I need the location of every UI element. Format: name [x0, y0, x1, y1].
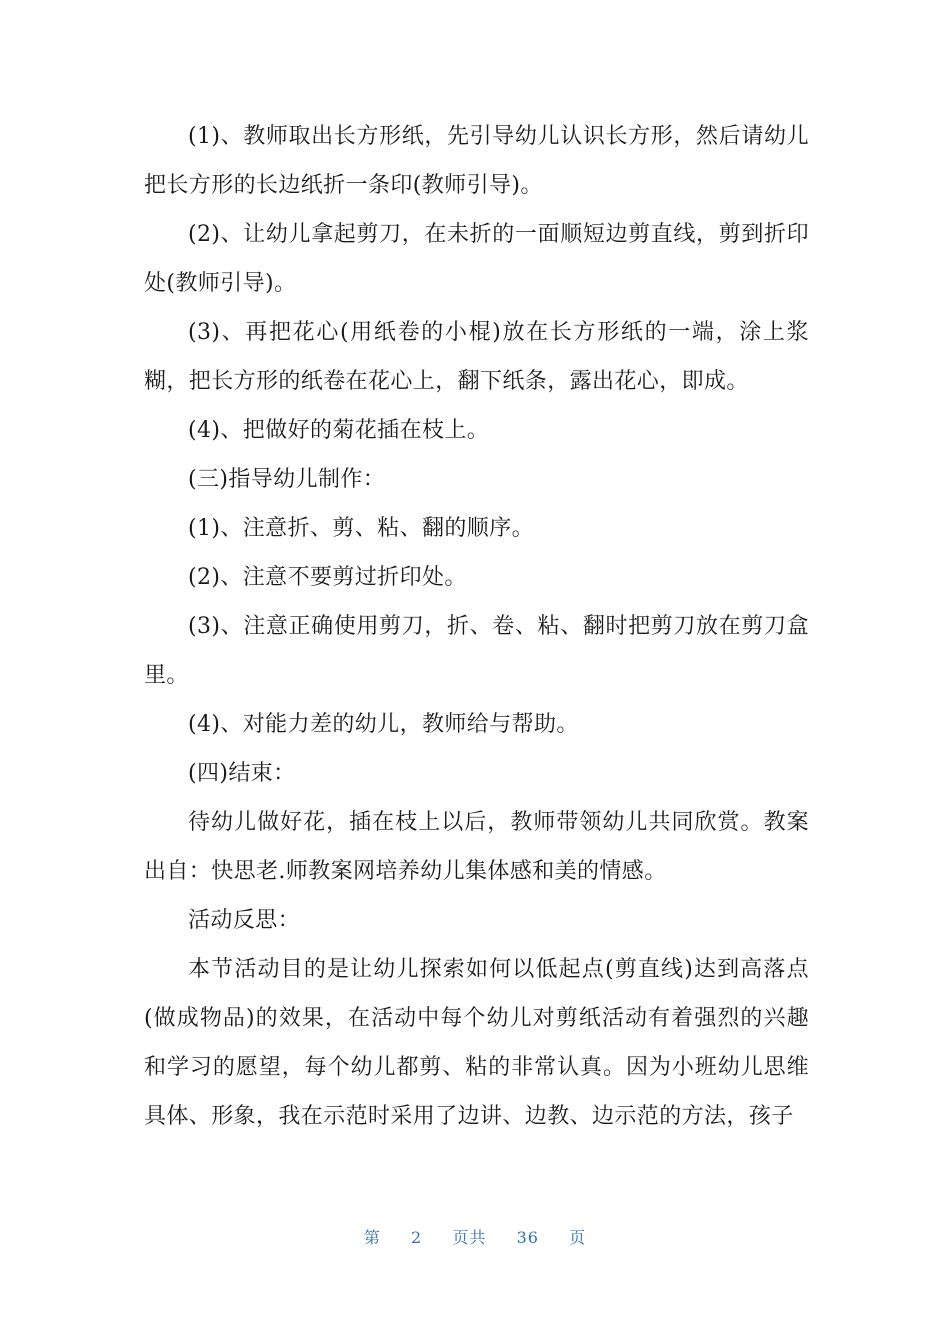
paragraph: 待幼儿做好花，插在枝上以后，教师带领幼儿共同欣赏。教案出自：快思老.师教案网培养幼儿集体感和美的情感。 — [144, 810, 809, 884]
page-number: 2 — [411, 1228, 423, 1247]
paragraph: (2)、让幼儿拿起剪刀，在未折的一面顺短边剪直线，剪到折印处(教师引导)。 — [144, 222, 809, 296]
paragraph: (4)、把做好的菊花插在枝上。 — [188, 418, 490, 443]
paragraph: (1)、教师取出长方形纸，先引导幼儿认识长方形，然后请幼儿把长方形的长边纸折一条印(教师引导)。 — [144, 124, 809, 198]
page-total: 36 — [516, 1228, 539, 1247]
paragraph: (2)、注意不要剪过折印处。 — [188, 565, 467, 590]
footer-middle: 页共 — [452, 1228, 487, 1247]
paragraph: (4)、对能力差的幼儿，教师给与帮助。 — [188, 712, 579, 737]
section-heading: (四)结束： — [188, 761, 296, 786]
paragraph: (3)、再把花心(用纸卷的小棍)放在长方形纸的一端，涂上浆糊，把长方形的纸卷在花心上，翻下纸条，露出花心，即成。 — [144, 320, 809, 394]
footer-prefix: 第 — [363, 1228, 381, 1247]
section-heading: (三)指导幼儿制作： — [188, 467, 386, 492]
paragraph: 本节活动目的是让幼儿探索如何以低起点(剪直线)达到高落点(做成物品)的效果，在活动中每个幼儿对剪纸活动有着强烈的兴趣和学习的愿望，每个幼儿都剪、粘的非常认真。因为小班幼儿思维具体、形象，我在示范时采用了边讲、边教、边示范的方法，孩子 — [144, 957, 809, 1129]
page-footer — [0, 1225, 950, 1248]
section-heading: 活动反思： — [188, 908, 301, 933]
paragraph: (1)、注意折、剪、粘、翻的顺序。 — [188, 516, 534, 541]
footer-suffix: 页 — [569, 1228, 587, 1247]
paragraph: (3)、注意正确使用剪刀，折、卷、粘、翻时把剪刀放在剪刀盒里。 — [144, 614, 809, 688]
document-body — [144, 112, 809, 1141]
